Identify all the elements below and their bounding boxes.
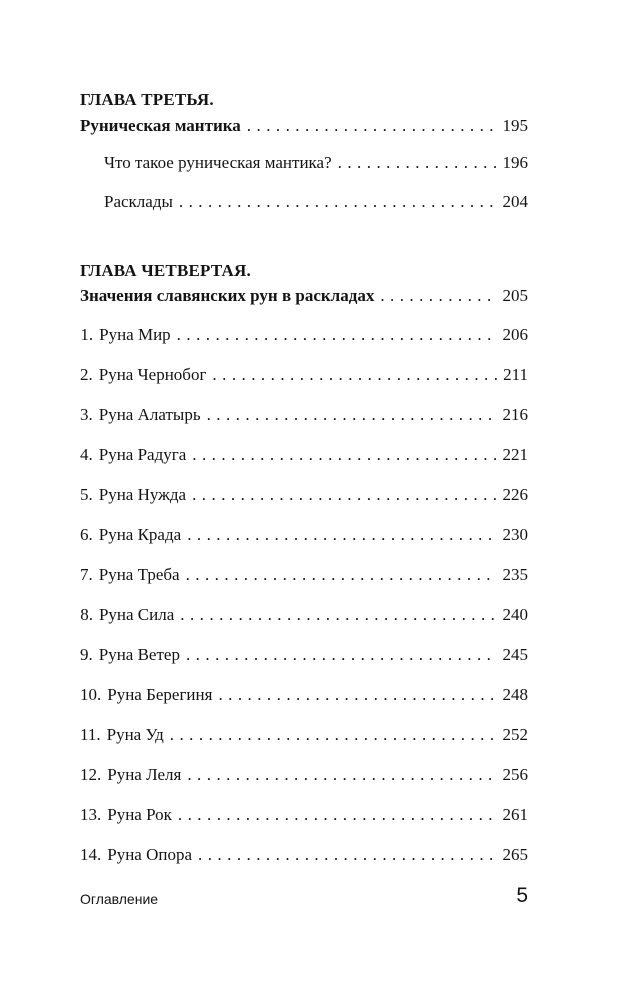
toc-entry[interactable] <box>104 192 528 212</box>
toc-entry[interactable] <box>80 365 528 385</box>
dot-leader <box>179 192 497 212</box>
toc-entry-title: Расклады <box>104 192 173 211</box>
dot-leader <box>338 153 497 173</box>
toc-entry-title: Руна Опора <box>107 845 193 864</box>
toc-entry-number: 10. <box>80 685 102 704</box>
toc-entry[interactable] <box>80 525 528 545</box>
dot-leader <box>192 445 496 465</box>
toc-entry[interactable] <box>80 325 528 345</box>
dot-leader <box>380 286 496 306</box>
toc-page-number: 211 <box>503 365 528 384</box>
toc-entry-number: 1. <box>80 325 94 344</box>
toc-entry[interactable] <box>80 725 528 745</box>
dot-leader <box>186 645 497 665</box>
toc-entry-title: Руна Ветер <box>98 645 180 664</box>
toc-entry-number: 11. <box>80 725 101 744</box>
toc-entry-title: Руна Радуга <box>98 445 187 464</box>
toc-page-number: 252 <box>502 725 528 744</box>
toc-entry[interactable] <box>80 805 528 825</box>
toc-entry-title: Руна Мир <box>99 325 171 344</box>
toc-page-number: 265 <box>502 845 528 864</box>
toc-page-number: 261 <box>502 805 528 824</box>
dot-leader <box>198 845 496 865</box>
toc-entry-chapter-4[interactable] <box>80 286 528 306</box>
toc-entry[interactable] <box>80 405 528 425</box>
dot-leader <box>180 605 496 625</box>
dot-leader <box>218 685 496 705</box>
toc-page-number: 196 <box>502 153 528 172</box>
toc-entry-title: Руна Рок <box>107 805 172 824</box>
toc-entry-number: 4. <box>80 445 93 464</box>
toc-entry-number: 7. <box>80 565 93 584</box>
toc-page-number: 240 <box>502 605 528 624</box>
toc-entry-title: Значения славянских рун в раскладах <box>80 286 375 305</box>
toc-page-number: 230 <box>502 525 528 544</box>
toc-page-number: 206 <box>502 325 528 344</box>
dot-leader <box>187 525 496 545</box>
footer-section-label: Оглавление <box>80 891 159 907</box>
toc-page-number: 204 <box>502 192 528 211</box>
toc-entry[interactable] <box>80 765 528 785</box>
dot-leader <box>178 805 497 825</box>
toc-entry-number: 5. <box>80 485 93 504</box>
chapter-3-heading: ГЛАВА ТРЕТЬЯ. <box>80 90 214 109</box>
toc-entry-number: 12. <box>80 765 102 784</box>
toc-entry-title: Руна Леля <box>107 765 182 784</box>
toc-page-number: 226 <box>502 485 528 504</box>
toc-page-number: 248 <box>502 685 528 704</box>
toc-entry-number: 6. <box>80 525 93 544</box>
toc-entry-number: 3. <box>80 405 93 424</box>
dot-leader <box>212 365 497 385</box>
toc-entry-number: 14. <box>80 845 102 864</box>
dot-leader <box>186 565 497 585</box>
toc-entry[interactable] <box>80 645 528 665</box>
toc-entry-number: 8. <box>80 605 93 624</box>
toc-entry-title: Руна Крада <box>98 525 182 544</box>
toc-entry[interactable] <box>80 685 528 705</box>
toc-entry[interactable] <box>80 605 528 625</box>
toc-entry-chapter-3[interactable] <box>80 116 528 136</box>
toc-entry-number: 2. <box>80 365 93 384</box>
toc-entry[interactable] <box>80 445 528 465</box>
toc-page-number: 245 <box>502 645 528 664</box>
toc-entry-title: Руна Сила <box>98 605 175 624</box>
toc-entry-number: 9. <box>80 645 93 664</box>
toc-page-number: 235 <box>502 565 528 584</box>
footer-page-number: 5 <box>516 884 528 907</box>
dot-leader <box>207 405 497 425</box>
dot-leader <box>187 765 496 785</box>
toc-entry[interactable] <box>80 845 528 865</box>
dot-leader <box>170 725 497 745</box>
dot-leader <box>247 116 497 136</box>
toc-page-number: 221 <box>502 445 528 464</box>
toc-entry-title: Руна Треба <box>98 565 180 584</box>
dot-leader <box>177 325 497 345</box>
toc-entry-number: 13. <box>80 805 102 824</box>
toc-entry-title: Руна Уд <box>106 725 164 744</box>
toc-entry[interactable] <box>80 565 528 585</box>
toc-entry-title: Руна Алатырь <box>98 405 201 424</box>
dot-leader <box>192 485 496 505</box>
toc-page-number: 256 <box>502 765 528 784</box>
toc-entry-title: Руна Нужда <box>98 485 187 504</box>
toc-entry-title: Руническая мантика <box>80 116 241 135</box>
chapter-4-heading: ГЛАВА ЧЕТВЕРТАЯ. <box>80 261 251 280</box>
toc-page-number: 195 <box>502 116 528 135</box>
toc-page-number: 216 <box>502 405 528 424</box>
toc-entry[interactable] <box>80 485 528 505</box>
toc-entry-title: Руна Берегиня <box>107 685 213 704</box>
toc-entry-title: Что такое руническая мантика? <box>104 153 332 172</box>
toc-entry[interactable] <box>104 153 528 173</box>
toc-entry-title: Руна Чернобог <box>98 365 207 384</box>
toc-page-number: 205 <box>502 286 528 305</box>
